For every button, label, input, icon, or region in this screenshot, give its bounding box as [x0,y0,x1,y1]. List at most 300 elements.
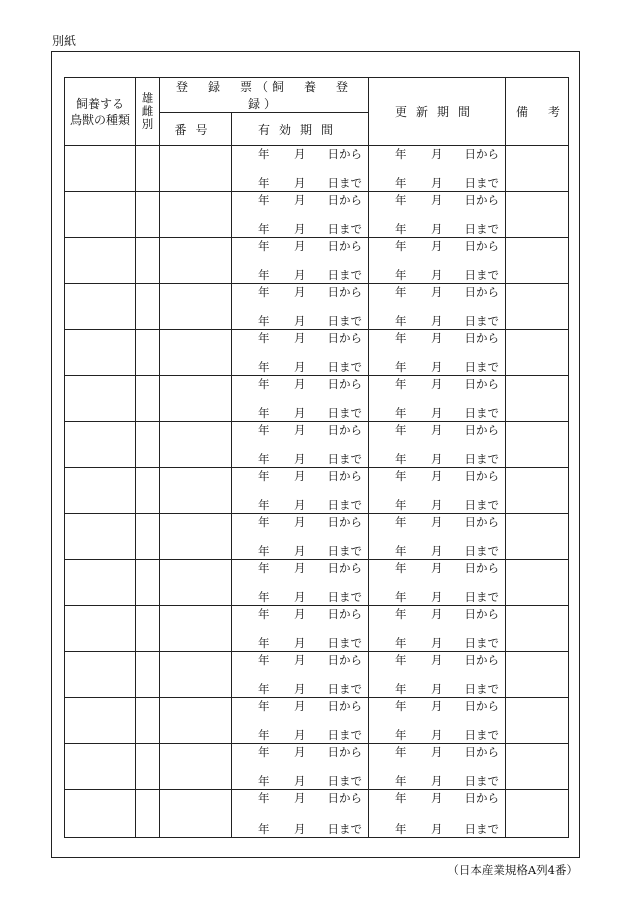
validity-period-cell[interactable] [232,698,369,744]
renewal-period-cell[interactable] [369,560,506,606]
validity-period-cell[interactable] [232,606,369,652]
month-label: 月 [294,607,306,621]
month-label: 月 [294,544,306,558]
day-label: 日から [327,653,362,667]
day-label: 日から [464,469,499,483]
year-label: 年 [395,653,407,667]
table-row [65,606,569,652]
species-cell[interactable] [65,146,136,192]
month-label: 月 [431,590,443,604]
day-label: 日から [327,561,362,575]
number-cell[interactable] [160,790,232,838]
day-label: 日まで [464,728,499,742]
day-label: 日まで [327,498,362,512]
year-label: 年 [395,360,407,374]
header-species-line1: 飼養する [75,96,124,111]
validity-period-cell-to-line [232,406,368,420]
month-label: 月 [431,469,443,483]
month-label: 月 [431,498,443,512]
table-row [65,192,569,238]
species-cell[interactable] [65,192,136,238]
month-label: 月 [294,222,306,236]
month-label: 月 [294,728,306,742]
number-cell[interactable] [160,560,232,606]
renewal-period-cell-to-line [369,406,505,420]
month-label: 月 [431,682,443,696]
number-cell[interactable] [160,652,232,698]
year-label: 年 [395,515,407,529]
month-label: 月 [431,406,443,420]
header-renewal-period: 更新期間 [369,78,506,146]
year-label: 年 [395,193,407,207]
year-label: 年 [395,822,407,836]
validity-period-cell[interactable] [232,560,369,606]
renewal-period-cell[interactable] [369,698,506,744]
validity-period-cell-from-line [232,653,368,667]
renewal-period-cell-to-line [369,314,505,328]
year-label: 年 [258,377,270,391]
sex-cell[interactable] [136,606,160,652]
sex-cell[interactable] [136,744,160,790]
renewal-period-cell-from-line [369,653,505,667]
table-row [65,284,569,330]
month-label: 月 [294,452,306,466]
remarks-cell[interactable] [506,468,569,514]
day-label: 日まで [464,222,499,236]
renewal-period-cell-from-line [369,193,505,207]
year-label: 年 [395,331,407,345]
remarks-cell[interactable] [506,606,569,652]
renewal-period-cell-from-line [369,699,505,713]
day-label: 日から [464,699,499,713]
sex-cell[interactable] [136,146,160,192]
remarks-cell[interactable] [506,376,569,422]
year-label: 年 [395,239,407,253]
number-cell[interactable] [160,468,232,514]
number-cell[interactable] [160,698,232,744]
year-label: 年 [395,561,407,575]
header-registration: 登 録 票（飼 養 登 録） [160,78,369,113]
number-cell[interactable] [160,192,232,238]
renewal-period-cell-from-line [369,469,505,483]
day-label: 日から [327,193,362,207]
sex-cell[interactable] [136,790,160,838]
day-label: 日から [464,791,499,805]
day-label: 日から [464,147,499,161]
renewal-period-cell-to-line [369,498,505,512]
year-label: 年 [258,745,270,759]
month-label: 月 [431,423,443,437]
species-cell[interactable] [65,744,136,790]
number-cell[interactable] [160,744,232,790]
day-label: 日まで [464,452,499,466]
page-label: 別紙 [52,34,77,48]
validity-period-cell-from-line [232,331,368,345]
year-label: 年 [258,222,270,236]
renewal-period-cell-to-line [369,222,505,236]
species-cell[interactable] [65,284,136,330]
month-label: 月 [431,515,443,529]
validity-period-cell-from-line [232,147,368,161]
renewal-period-cell[interactable] [369,606,506,652]
month-label: 月 [294,822,306,836]
month-label: 月 [431,452,443,466]
year-label: 年 [258,544,270,558]
remarks-cell[interactable] [506,790,569,838]
day-label: 日まで [327,590,362,604]
header-sex-line3: 別 [141,117,154,131]
species-cell[interactable] [65,330,136,376]
month-label: 月 [431,544,443,558]
day-label: 日まで [327,728,362,742]
month-label: 月 [431,774,443,788]
month-label: 月 [431,745,443,759]
year-label: 年 [395,406,407,420]
month-label: 月 [431,822,443,836]
day-label: 日まで [327,822,362,836]
month-label: 月 [431,285,443,299]
remarks-cell[interactable] [506,330,569,376]
renewal-period-cell[interactable] [369,284,506,330]
table-row [65,744,569,790]
table-row [65,330,569,376]
day-label: 日から [464,193,499,207]
header-sex [136,78,160,146]
table-row [65,560,569,606]
renewal-period-cell[interactable] [369,468,506,514]
number-cell[interactable] [160,422,232,468]
month-label: 月 [294,636,306,650]
year-label: 年 [258,406,270,420]
year-label: 年 [395,452,407,466]
year-label: 年 [395,636,407,650]
month-label: 月 [431,331,443,345]
table-row [65,422,569,468]
renewal-period-cell-from-line [369,515,505,529]
table-row [65,514,569,560]
day-label: 日まで [464,360,499,374]
day-label: 日まで [327,682,362,696]
number-cell[interactable] [160,284,232,330]
month-label: 月 [294,360,306,374]
month-label: 月 [294,377,306,391]
validity-period-cell-to-line [232,544,368,558]
validity-period-cell[interactable] [232,790,369,838]
year-label: 年 [395,791,407,805]
validity-period-cell-to-line [232,222,368,236]
sex-cell[interactable] [136,560,160,606]
validity-period-cell[interactable] [232,652,369,698]
renewal-period-cell-from-line [369,331,505,345]
month-label: 月 [431,791,443,805]
day-label: 日から [327,791,362,805]
remarks-cell[interactable] [506,284,569,330]
validity-period-cell[interactable] [232,422,369,468]
month-label: 月 [431,360,443,374]
month-label: 月 [294,147,306,161]
renewal-period-cell-from-line [369,423,505,437]
year-label: 年 [258,423,270,437]
species-cell[interactable] [65,698,136,744]
month-label: 月 [431,239,443,253]
sex-cell[interactable] [136,330,160,376]
validity-period-cell-from-line [232,423,368,437]
renewal-period-cell[interactable] [369,330,506,376]
renewal-period-cell-from-line [369,561,505,575]
day-label: 日まで [464,498,499,512]
renewal-period-cell-from-line [369,285,505,299]
month-label: 月 [294,791,306,805]
remarks-cell[interactable] [506,744,569,790]
number-cell[interactable] [160,238,232,284]
month-label: 月 [294,590,306,604]
table-row [65,652,569,698]
table-row [65,146,569,192]
remarks-cell[interactable] [506,238,569,284]
day-label: 日から [327,515,362,529]
sex-cell[interactable] [136,284,160,330]
year-label: 年 [395,285,407,299]
number-cell[interactable] [160,514,232,560]
day-label: 日まで [327,636,362,650]
month-label: 月 [431,377,443,391]
year-label: 年 [258,331,270,345]
month-label: 月 [431,147,443,161]
remarks-cell[interactable] [506,192,569,238]
sex-cell[interactable] [136,698,160,744]
header-species-line2: 鳥獣の種類 [69,112,130,127]
renewal-period-cell[interactable] [369,744,506,790]
renewal-period-cell-to-line [369,452,505,466]
day-label: 日まで [327,268,362,282]
validity-period-cell[interactable] [232,238,369,284]
validity-period-cell-to-line [232,774,368,788]
day-label: 日から [464,653,499,667]
validity-period-cell-to-line [232,728,368,742]
year-label: 年 [258,791,270,805]
day-label: 日から [464,745,499,759]
table-row [65,698,569,744]
validity-period-cell-from-line [232,239,368,253]
validity-period-cell-from-line [232,607,368,621]
year-label: 年 [258,699,270,713]
species-cell[interactable] [65,514,136,560]
year-label: 年 [258,653,270,667]
renewal-period-cell-to-line [369,176,505,190]
year-label: 年 [395,699,407,713]
day-label: 日から [327,331,362,345]
species-cell[interactable] [65,422,136,468]
year-label: 年 [258,268,270,282]
validity-period-cell[interactable] [232,284,369,330]
validity-period-cell[interactable] [232,468,369,514]
month-label: 月 [431,728,443,742]
year-label: 年 [395,498,407,512]
year-label: 年 [395,176,407,190]
month-label: 月 [294,682,306,696]
month-label: 月 [294,314,306,328]
renewal-period-cell-to-line [369,268,505,282]
validity-period-cell-to-line [232,176,368,190]
sex-cell[interactable] [136,468,160,514]
table-row [65,468,569,514]
renewal-period-cell[interactable] [369,146,506,192]
renewal-period-cell[interactable] [369,514,506,560]
validity-period-cell[interactable] [232,744,369,790]
year-label: 年 [395,745,407,759]
sex-cell[interactable] [136,376,160,422]
remarks-cell[interactable] [506,146,569,192]
header-validity-period: 有効期間 [232,113,369,146]
registration-table [64,77,569,838]
year-label: 年 [395,774,407,788]
year-label: 年 [258,590,270,604]
sex-cell[interactable] [136,652,160,698]
month-label: 月 [294,406,306,420]
species-cell[interactable] [65,238,136,284]
day-label: 日から [464,607,499,621]
day-label: 日まで [327,176,362,190]
validity-period-cell[interactable] [232,146,369,192]
year-label: 年 [395,314,407,328]
renewal-period-cell-to-line [369,590,505,604]
day-label: 日から [327,745,362,759]
month-label: 月 [431,222,443,236]
day-label: 日から [327,377,362,391]
month-label: 月 [294,193,306,207]
remarks-cell[interactable] [506,422,569,468]
number-cell[interactable] [160,146,232,192]
number-cell[interactable] [160,330,232,376]
day-label: 日から [464,515,499,529]
month-label: 月 [431,607,443,621]
validity-period-cell-from-line [232,193,368,207]
day-label: 日まで [327,544,362,558]
year-label: 年 [258,147,270,161]
day-label: 日まで [464,314,499,328]
day-label: 日まで [464,636,499,650]
number-cell[interactable] [160,606,232,652]
day-label: 日まで [464,176,499,190]
renewal-period-cell-to-line [369,728,505,742]
year-label: 年 [395,607,407,621]
header-sex-line2: 雌 [141,104,154,118]
year-label: 年 [395,222,407,236]
header-species [65,78,136,146]
renewal-period-cell-to-line [369,360,505,374]
day-label: 日から [327,423,362,437]
species-cell[interactable] [65,606,136,652]
table-row [65,790,569,838]
remarks-cell[interactable] [506,698,569,744]
renewal-period-cell[interactable] [369,238,506,284]
month-label: 月 [294,515,306,529]
renewal-period-cell-to-line [369,822,505,836]
renewal-period-cell[interactable] [369,192,506,238]
header-remarks [506,78,569,146]
day-label: 日まで [464,268,499,282]
validity-period-cell-to-line [232,360,368,374]
species-cell[interactable] [65,790,136,838]
validity-period-cell-from-line [232,377,368,391]
renewal-period-cell[interactable] [369,652,506,698]
year-label: 年 [258,682,270,696]
validity-period-cell-from-line [232,745,368,759]
sex-cell[interactable] [136,422,160,468]
year-label: 年 [258,239,270,253]
sex-cell[interactable] [136,514,160,560]
year-label: 年 [395,147,407,161]
species-cell[interactable] [65,468,136,514]
sex-cell[interactable] [136,192,160,238]
renewal-period-cell[interactable] [369,422,506,468]
month-label: 月 [431,193,443,207]
renewal-period-cell-from-line [369,791,505,805]
validity-period-cell[interactable] [232,192,369,238]
validity-period-cell-from-line [232,561,368,575]
year-label: 年 [258,469,270,483]
day-label: 日から [464,239,499,253]
day-label: 日から [327,699,362,713]
year-label: 年 [395,544,407,558]
year-label: 年 [258,561,270,575]
month-label: 月 [294,498,306,512]
table-row [65,238,569,284]
month-label: 月 [431,561,443,575]
day-label: 日まで [327,314,362,328]
header-remarks-2: 考 [547,105,560,119]
validity-period-cell-to-line [232,822,368,836]
remarks-cell[interactable] [506,652,569,698]
year-label: 年 [395,268,407,282]
month-label: 月 [294,469,306,483]
remarks-cell[interactable] [506,560,569,606]
footer-note: （日本産業規格A列4番） [447,863,578,877]
renewal-period-cell-from-line [369,745,505,759]
species-cell[interactable] [65,652,136,698]
month-label: 月 [431,314,443,328]
sex-cell[interactable] [136,238,160,284]
year-label: 年 [258,360,270,374]
validity-period-cell[interactable] [232,376,369,422]
day-label: 日から [327,285,362,299]
year-label: 年 [395,377,407,391]
year-label: 年 [395,469,407,483]
species-cell[interactable] [65,560,136,606]
header-sex-line1: 雄 [141,91,154,105]
validity-period-cell[interactable] [232,330,369,376]
day-label: 日から [464,377,499,391]
species-cell[interactable] [65,376,136,422]
number-cell[interactable] [160,376,232,422]
month-label: 月 [294,176,306,190]
month-label: 月 [294,285,306,299]
renewal-period-cell-to-line [369,544,505,558]
validity-period-cell[interactable] [232,514,369,560]
renewal-period-cell[interactable] [369,376,506,422]
day-label: 日から [327,239,362,253]
remarks-cell[interactable] [506,514,569,560]
year-label: 年 [258,285,270,299]
renewal-period-cell[interactable] [369,790,506,838]
day-label: 日まで [464,590,499,604]
year-label: 年 [258,515,270,529]
month-label: 月 [294,268,306,282]
validity-period-cell-from-line [232,791,368,805]
validity-period-cell-from-line [232,469,368,483]
validity-period-cell-to-line [232,590,368,604]
month-label: 月 [294,774,306,788]
